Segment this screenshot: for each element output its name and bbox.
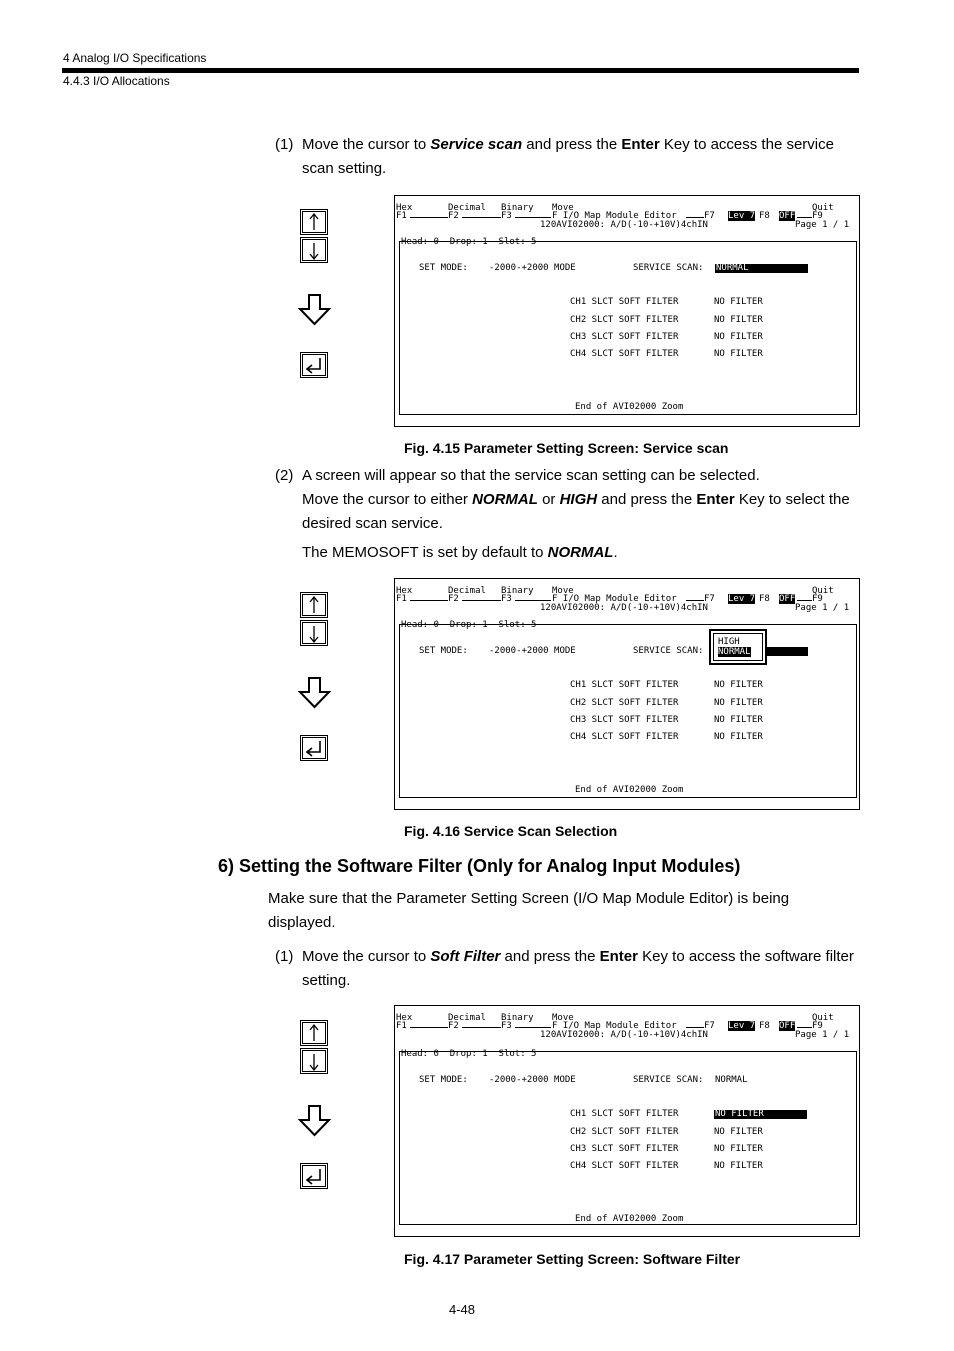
- set-mode-label: SET MODE:: [419, 1075, 468, 1085]
- menu-move[interactable]: Move: [552, 203, 574, 213]
- enter-key-icon: [300, 352, 328, 378]
- screen-footer: End of AVI02000 Zoom: [575, 1214, 684, 1224]
- ch3-label: CH3 SLCT SOFT FILTER: [570, 1144, 679, 1154]
- fkey-f7[interactable]: F7: [704, 594, 715, 604]
- fkey-io-map[interactable]: F I/O Map Module Editor: [552, 1021, 677, 1031]
- fkey-f9[interactable]: F9: [812, 594, 823, 604]
- service-scan-value[interactable]: NORMAL: [715, 1075, 748, 1085]
- ch3-filter-value[interactable]: NO FILTER: [714, 1144, 763, 1154]
- ch2-filter-value[interactable]: NO FILTER: [714, 315, 763, 325]
- fkey-f7[interactable]: F7: [704, 1021, 715, 1031]
- menu-move[interactable]: Move: [552, 1013, 574, 1023]
- fkey-f2[interactable]: F2: [448, 594, 459, 604]
- fkey-f3[interactable]: F3: [501, 1021, 512, 1031]
- parameter-screen-service-scan: [394, 195, 860, 427]
- running-header-subsection: 4.4.3 I/O Allocations: [63, 74, 170, 88]
- fkey-f2[interactable]: F2: [448, 211, 459, 221]
- ch3-filter-value[interactable]: NO FILTER: [714, 332, 763, 342]
- fkey-f7[interactable]: F7: [704, 211, 715, 221]
- default-note: The MEMOSOFT is set by default to NORMAL.: [302, 544, 618, 561]
- fkey-f2[interactable]: F2: [448, 1021, 459, 1031]
- section-heading: 6) Setting the Software Filter (Only for Analog Input Modules): [218, 856, 741, 876]
- service-scan-label: SERVICE SCAN:: [633, 263, 704, 273]
- ch1-filter-cursor-field[interactable]: NO FILTER: [714, 1110, 807, 1119]
- step-soft-filter: [275, 945, 860, 993]
- ch4-label: CH4 SLCT SOFT FILTER: [570, 1161, 679, 1171]
- ch3-filter-value[interactable]: NO FILTER: [714, 715, 763, 725]
- set-mode-label: SET MODE:: [419, 646, 468, 656]
- popup-option-normal[interactable]: NORMAL: [718, 647, 751, 657]
- off-badge: OFF: [779, 1021, 796, 1031]
- up-arrow-key-icon: [300, 1020, 328, 1046]
- menu-hex[interactable]: Hex: [396, 1013, 413, 1023]
- figure-caption-4-17: Fig. 4.17 Parameter Setting Screen: Software Filter: [404, 1251, 741, 1267]
- menu-quit[interactable]: Quit: [812, 203, 834, 213]
- fkey-io-map[interactable]: F I/O Map Module Editor: [552, 594, 677, 604]
- fkey-f8[interactable]: F8: [759, 1021, 770, 1031]
- off-badge: OFF: [779, 594, 796, 604]
- module-line: 120AVI02000: A/D(-10-+10V)4chIN: [540, 603, 708, 613]
- fkey-f1[interactable]: F1: [396, 594, 407, 604]
- fkey-io-map[interactable]: F I/O Map Module Editor: [552, 211, 677, 221]
- fkey-f8[interactable]: F8: [759, 594, 770, 604]
- ch4-filter-value[interactable]: NO FILTER: [714, 349, 763, 359]
- figure-caption-4-15: Fig. 4.15 Parameter Setting Screen: Service scan: [404, 440, 729, 456]
- ch3-label: CH3 SLCT SOFT FILTER: [570, 332, 679, 342]
- menu-decimal[interactable]: Decimal: [448, 203, 486, 213]
- set-mode-value[interactable]: -2000-+2000 MODE: [489, 646, 576, 656]
- level-badge: Lev 7: [728, 211, 756, 221]
- down-arrow-key-icon: [300, 1048, 328, 1074]
- menu-hex[interactable]: Hex: [396, 203, 413, 213]
- fkey-f3[interactable]: F3: [501, 594, 512, 604]
- step-number: (1): [275, 948, 294, 965]
- ch4-label: CH4 SLCT SOFT FILTER: [570, 349, 679, 359]
- step-number: (1): [275, 136, 294, 153]
- step-number: (2): [275, 467, 294, 484]
- ch2-filter-value[interactable]: NO FILTER: [714, 1127, 763, 1137]
- service-scan-popup: [709, 629, 767, 665]
- ch4-filter-value[interactable]: NO FILTER: [714, 1161, 763, 1171]
- menu-move[interactable]: Move: [552, 586, 574, 596]
- fkey-f9[interactable]: F9: [812, 1021, 823, 1031]
- running-header-chapter: 4 Analog I/O Specifications: [63, 51, 207, 65]
- down-arrow-icon: [298, 676, 332, 710]
- menu-hex[interactable]: Hex: [396, 586, 413, 596]
- header-rule: [62, 68, 859, 73]
- head-drop-slot: Head: 0 Drop: 1 Slot: 5: [401, 237, 537, 247]
- ch2-label: CH2 SLCT SOFT FILTER: [570, 1127, 679, 1137]
- figure-caption-4-16: Fig. 4.16 Service Scan Selection: [404, 823, 618, 839]
- page-indicator: Page 1 / 1: [795, 603, 850, 613]
- menu-decimal[interactable]: Decimal: [448, 1013, 486, 1023]
- service-scan-selection-screen: [394, 578, 860, 810]
- module-line: 120AVI02000: A/D(-10-+10V)4chIN: [540, 1030, 708, 1040]
- fkey-f8[interactable]: F8: [759, 211, 770, 221]
- up-arrow-key-icon: [300, 209, 328, 235]
- ch1-filter-value[interactable]: NO FILTER: [714, 680, 763, 690]
- step-text: Move the cursor to Service scan and press the Enter Key to access the service scan setting.: [302, 136, 834, 177]
- menu-quit[interactable]: Quit: [812, 586, 834, 596]
- step-service-scan-select: [275, 464, 860, 536]
- ch1-filter-value[interactable]: NO FILTER: [714, 297, 763, 307]
- down-arrow-icon: [298, 1104, 332, 1138]
- service-scan-cursor-field[interactable]: NORMAL: [715, 264, 808, 273]
- head-drop-slot: Head: 0 Drop: 1 Slot: 5: [401, 1049, 537, 1059]
- ch4-label: CH4 SLCT SOFT FILTER: [570, 732, 679, 742]
- ch3-label: CH3 SLCT SOFT FILTER: [570, 715, 679, 725]
- step-service-scan: [275, 133, 860, 181]
- ch1-label: CH1 SLCT SOFT FILTER: [570, 680, 679, 690]
- page-indicator: Page 1 / 1: [795, 1030, 850, 1040]
- down-arrow-key-icon: [300, 237, 328, 263]
- menu-decimal[interactable]: Decimal: [448, 586, 486, 596]
- page-indicator: Page 1 / 1: [795, 220, 850, 230]
- step-text: A screen will appear so that the service scan setting can be selected. Move the cursor to either NORMAL or HIGH and press the Enter Key to select the desired scan service.: [302, 467, 850, 532]
- ch4-filter-value[interactable]: NO FILTER: [714, 732, 763, 742]
- menu-binary[interactable]: Binary: [501, 1013, 534, 1023]
- off-badge: OFF: [779, 211, 796, 221]
- step-text: Move the cursor to Soft Filter and press the Enter Key to access the software filter setting.: [302, 948, 854, 989]
- enter-key-icon: [300, 735, 328, 761]
- popup-option-high[interactable]: HIGH: [718, 637, 740, 647]
- section-intro: Make sure that the Parameter Setting Screen (I/O Map Module Editor) is being displayed.: [268, 890, 790, 931]
- ch1-label: CH1 SLCT SOFT FILTER: [570, 1109, 679, 1119]
- set-mode-value[interactable]: -2000-+2000 MODE: [489, 263, 576, 273]
- module-line: 120AVI02000: A/D(-10-+10V)4chIN: [540, 220, 708, 230]
- service-scan-label: SERVICE SCAN:: [633, 646, 704, 656]
- fkey-f1[interactable]: F1: [396, 211, 407, 221]
- page-number: 4-48: [449, 1302, 476, 1317]
- fkey-f1[interactable]: F1: [396, 1021, 407, 1031]
- screen-footer: End of AVI02000 Zoom: [575, 402, 684, 412]
- menu-binary[interactable]: Binary: [501, 586, 534, 596]
- menu-quit[interactable]: Quit: [812, 1013, 834, 1023]
- service-scan-label: SERVICE SCAN:: [633, 1075, 704, 1085]
- level-badge: Lev 7: [728, 1021, 756, 1031]
- screen-footer: End of AVI02000 Zoom: [575, 785, 684, 795]
- up-arrow-key-icon: [300, 592, 328, 618]
- ch2-filter-value[interactable]: NO FILTER: [714, 698, 763, 708]
- down-arrow-key-icon: [300, 620, 328, 646]
- set-mode-value[interactable]: -2000-+2000 MODE: [489, 1075, 576, 1085]
- enter-key-icon: [300, 1163, 328, 1189]
- set-mode-label: SET MODE:: [419, 263, 468, 273]
- ch2-label: CH2 SLCT SOFT FILTER: [570, 315, 679, 325]
- service-scan-field-bar: [767, 647, 808, 656]
- parameter-screen-soft-filter: [394, 1005, 860, 1237]
- ch1-label: CH1 SLCT SOFT FILTER: [570, 297, 679, 307]
- fkey-f3[interactable]: F3: [501, 211, 512, 221]
- ch2-label: CH2 SLCT SOFT FILTER: [570, 698, 679, 708]
- fkey-f9[interactable]: F9: [812, 211, 823, 221]
- down-arrow-icon: [298, 293, 332, 327]
- head-drop-slot: Head: 0 Drop: 1 Slot: 5: [401, 620, 537, 630]
- menu-binary[interactable]: Binary: [501, 203, 534, 213]
- level-badge: Lev 7: [728, 594, 756, 604]
